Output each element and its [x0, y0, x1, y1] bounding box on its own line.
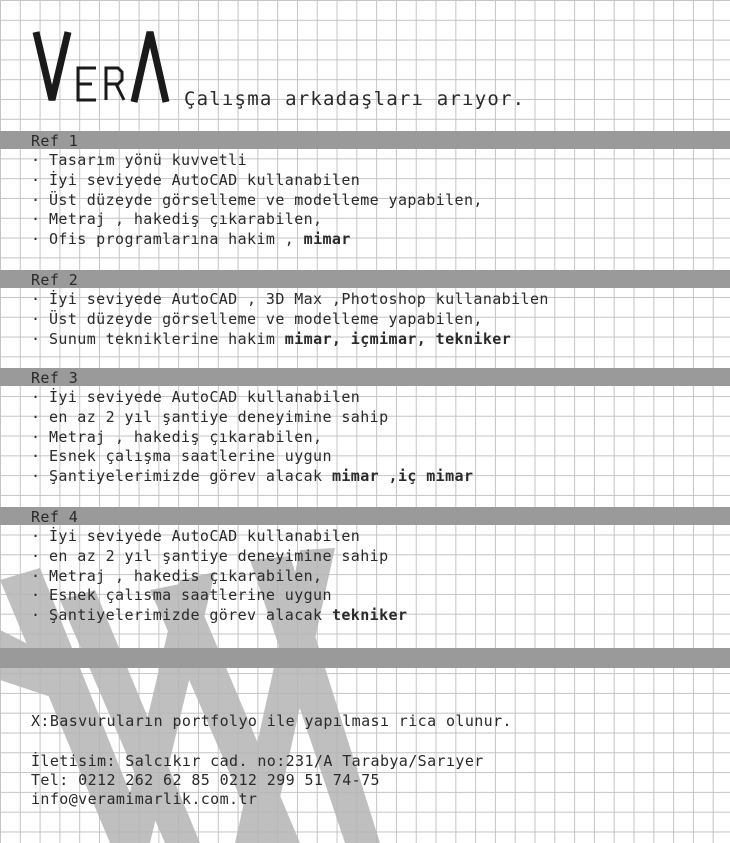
contact-email[interactable]: info@veramimarlik.com.tr — [31, 790, 258, 808]
requirement-item — [31, 527, 360, 546]
requirement-text: en az 2 yıl şantiye deneyimine sahip — [49, 546, 389, 565]
ref-band — [0, 507, 730, 525]
requirement-item — [31, 290, 549, 309]
role-label: mimar, içmimar, tekniker — [284, 329, 512, 348]
requirement-item — [31, 151, 247, 170]
requirement-text: İyi seviyede AutoCAD kullanabilen — [49, 388, 361, 406]
requirement-text: İyi seviyede AutoCAD kullanabilen — [49, 527, 361, 545]
ref-title: Ref 1 — [31, 132, 79, 150]
role-label: mimar ,iç mimar — [331, 467, 474, 486]
requirement-item — [31, 310, 483, 329]
bullet-icon: · — [31, 527, 41, 545]
requirement-item — [31, 447, 332, 466]
role-label: tekniker — [331, 606, 408, 625]
bullet-icon: · — [31, 309, 41, 328]
requirement-item — [31, 428, 323, 447]
bullet-icon: · — [31, 230, 41, 249]
bullet-icon: · — [31, 427, 41, 446]
requirement-text: Metraj , hakediş çıkarabilen, — [49, 210, 323, 229]
ref-band — [0, 270, 730, 288]
requirement-text: Esnek çalışma saatlerine uygun — [49, 447, 332, 466]
requirement-item — [31, 388, 360, 407]
requirement-item — [31, 330, 511, 349]
bullet-icon: · — [31, 586, 41, 605]
role-label: mimar — [303, 230, 351, 249]
requirement-item — [31, 230, 351, 249]
requirement-item — [31, 467, 473, 486]
requirement-item — [31, 210, 323, 229]
vera-logo — [32, 28, 172, 108]
tagline: Çalışma arkadaşları arıyor. — [184, 88, 526, 110]
requirement-text: Metraj , hakediş çıkarabilen, — [49, 427, 323, 446]
requirement-text: Tasarım yönü kuvvetli — [49, 151, 248, 169]
bullet-icon: · — [31, 210, 41, 229]
requirement-text: Şantiyelerimizde görev alacak — [49, 467, 332, 486]
contact-address: İletisim: Salcıkır cad. no:231/A Tarabya/Sarıyer — [31, 752, 484, 770]
bullet-icon: · — [31, 606, 41, 625]
bullet-icon: · — [31, 329, 41, 348]
requirement-item — [31, 586, 332, 605]
requirement-item — [31, 171, 360, 190]
requirement-text: en az 2 yıl şantiye deneyimine sahip — [49, 407, 389, 426]
bullet-icon: · — [31, 407, 41, 426]
requirement-text: Ofis programlarına hakim , — [49, 230, 304, 249]
requirement-text: Şantiyelerimizde görev alacak — [49, 606, 332, 625]
application-note: X:Basvuruların portfolyo ile yapılması rica olunur. — [31, 712, 512, 730]
ref-title: Ref 2 — [31, 271, 79, 289]
bullet-icon: · — [31, 170, 41, 189]
bullet-icon: · — [31, 290, 41, 308]
bullet-icon: · — [31, 447, 41, 466]
contact-phone: Tel: 0212 262 62 85 0212 299 51 74-75 — [31, 771, 380, 789]
bullet-icon: · — [31, 546, 41, 565]
ref-title: Ref 3 — [31, 369, 79, 387]
requirement-text: İyi seviyede AutoCAD , 3D Max ,Photoshop kullanabilen — [49, 290, 549, 308]
requirement-item — [31, 408, 389, 427]
requirement-item — [31, 547, 389, 566]
divider-band — [0, 648, 730, 668]
requirement-text: Üst düzeyde görselleme ve modelleme yapabilen, — [49, 190, 483, 209]
bullet-icon: · — [31, 467, 41, 486]
ref-band — [0, 131, 730, 149]
ref-band — [0, 368, 730, 386]
bullet-icon: · — [31, 566, 41, 585]
requirement-text: Üst düzeyde görselleme ve modelleme yapabilen, — [49, 309, 483, 328]
requirement-item — [31, 606, 407, 625]
requirement-text: Metraj , hakedis çıkarabilen, — [49, 566, 323, 585]
requirement-item — [31, 567, 323, 586]
ref-title: Ref 4 — [31, 508, 79, 526]
requirement-text: İyi seviyede AutoCAD kullanabilen — [49, 170, 361, 189]
requirement-text: Sunum tekniklerine hakim — [49, 329, 285, 348]
bullet-icon: · — [31, 151, 41, 169]
requirement-text: Esnek çalısma saatlerine uygun — [49, 586, 332, 605]
bullet-icon: · — [31, 190, 41, 209]
bullet-icon: · — [31, 388, 41, 406]
requirement-item — [31, 191, 483, 210]
